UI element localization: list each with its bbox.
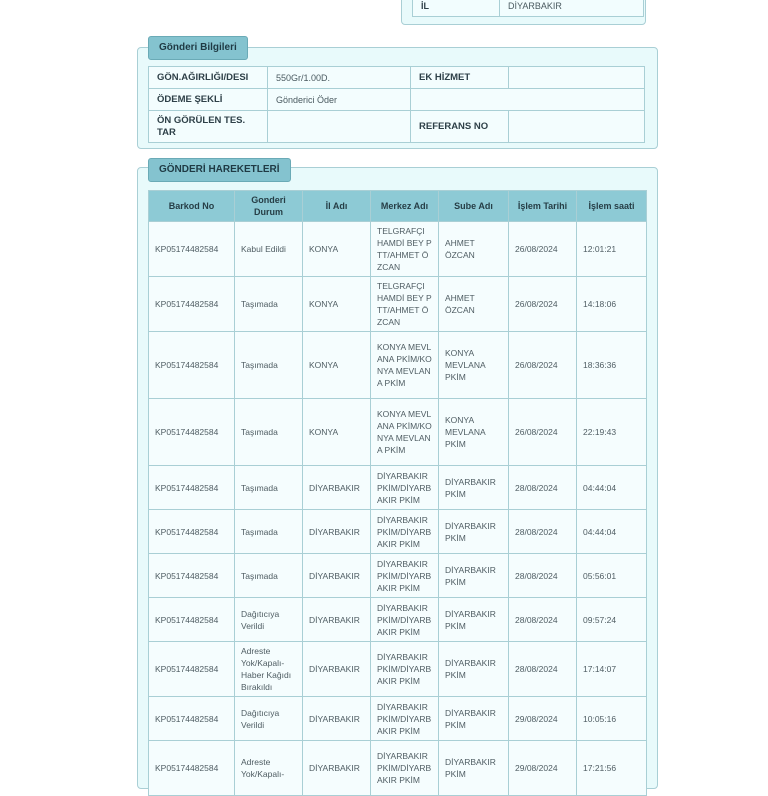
- header-branch: Sube Adı: [439, 191, 509, 222]
- reference-label: REFERANS NO: [411, 111, 509, 143]
- weight-row: [149, 67, 645, 89]
- extra-service-value: [509, 67, 645, 89]
- expected-date-label: ÖN GÖRÜLEN TES. TAR: [149, 111, 268, 143]
- header-date: İşlem Tarihi: [509, 191, 577, 222]
- cell-center: TELGRAFÇI HAMDİ BEY PTT/AHMET ÖZCAN: [371, 277, 439, 332]
- cell-time: 14:18:06: [577, 277, 647, 332]
- cell-date: 29/08/2024: [509, 741, 577, 796]
- table-row: [149, 466, 647, 510]
- extra-service-label: EK HİZMET: [411, 67, 509, 89]
- expected-date-row: [149, 111, 645, 143]
- cell-barcode: KP05174482584: [149, 399, 235, 466]
- cell-center: DİYARBAKIR PKİM/DİYARBAKIR PKİM: [371, 466, 439, 510]
- cell-branch: DİYARBAKIR PKİM: [439, 510, 509, 554]
- cell-barcode: KP05174482584: [149, 332, 235, 399]
- cell-branch: DİYARBAKIR PKİM: [439, 466, 509, 510]
- table-row: [149, 642, 647, 697]
- cell-status: Taşımada: [235, 332, 303, 399]
- cell-date: 26/08/2024: [509, 399, 577, 466]
- cell-center: DİYARBAKIR PKİM/DİYARBAKIR PKİM: [371, 598, 439, 642]
- shipment-info-table: [148, 66, 645, 143]
- cell-branch: KONYA MEVLANA PKİM: [439, 332, 509, 399]
- cell-date: 28/08/2024: [509, 554, 577, 598]
- recipient-table: [412, 0, 644, 17]
- cell-center: KONYA MEVLANA PKİM/KONYA MEVLANA PKİM: [371, 332, 439, 399]
- cell-center: DİYARBAKIR PKİM/DİYARBAKIR PKİM: [371, 554, 439, 598]
- cell-branch: DİYARBAKIR PKİM: [439, 741, 509, 796]
- cell-status: Taşımada: [235, 554, 303, 598]
- city-label: İL: [413, 0, 500, 17]
- cell-city: KONYA: [303, 222, 371, 277]
- header-status: Gonderi Durum: [235, 191, 303, 222]
- cell-city: DİYARBAKIR: [303, 510, 371, 554]
- city-value: DİYARBAKIR: [500, 0, 644, 17]
- cell-branch: KONYA MEVLANA PKİM: [439, 399, 509, 466]
- recipient-panel: [401, 0, 646, 25]
- cell-barcode: KP05174482584: [149, 222, 235, 277]
- shipment-movements-panel: [137, 164, 658, 789]
- table-row: [149, 222, 647, 277]
- movements-header-row: [149, 191, 647, 222]
- cell-center: DİYARBAKIR PKİM/DİYARBAKIR PKİM: [371, 741, 439, 796]
- shipment-movements-title: GÖNDERİ HAREKETLERİ: [148, 158, 291, 182]
- cell-city: DİYARBAKIR: [303, 642, 371, 697]
- cell-time: 22:19:43: [577, 399, 647, 466]
- cell-date: 26/08/2024: [509, 332, 577, 399]
- cell-barcode: KP05174482584: [149, 510, 235, 554]
- cell-status: Dağıtıcıya Verildi: [235, 697, 303, 741]
- cell-city: KONYA: [303, 399, 371, 466]
- cell-time: 04:44:04: [577, 466, 647, 510]
- cell-city: DİYARBAKIR: [303, 741, 371, 796]
- table-row: [149, 332, 647, 399]
- cell-barcode: KP05174482584: [149, 598, 235, 642]
- cell-city: DİYARBAKIR: [303, 697, 371, 741]
- cell-time: 12:01:21: [577, 222, 647, 277]
- header-barcode: Barkod No: [149, 191, 235, 222]
- cell-status: Dağıtıcıya Verildi: [235, 598, 303, 642]
- cell-date: 28/08/2024: [509, 642, 577, 697]
- movements-table: [148, 190, 647, 796]
- cell-time: 04:44:04: [577, 510, 647, 554]
- table-row: [149, 399, 647, 466]
- cell-branch: DİYARBAKIR PKİM: [439, 598, 509, 642]
- shipment-info-title: Gönderi Bilgileri: [148, 36, 248, 60]
- cell-date: 28/08/2024: [509, 598, 577, 642]
- cell-barcode: KP05174482584: [149, 697, 235, 741]
- cell-date: 29/08/2024: [509, 697, 577, 741]
- cell-center: DİYARBAKIR PKİM/DİYARBAKIR PKİM: [371, 642, 439, 697]
- shipment-info-panel: [137, 42, 658, 149]
- weight-value: 550Gr/1.00D.: [268, 67, 411, 89]
- cell-status: Adreste Yok/Kapalı-Haber Kağıdı Bırakıldı: [235, 642, 303, 697]
- cell-barcode: KP05174482584: [149, 466, 235, 510]
- table-row: [149, 598, 647, 642]
- header-time: İşlem saati: [577, 191, 647, 222]
- cell-branch: DİYARBAKIR PKİM: [439, 642, 509, 697]
- cell-status: Taşımada: [235, 510, 303, 554]
- cell-branch: DİYARBAKIR PKİM: [439, 697, 509, 741]
- cell-center: KONYA MEVLANA PKİM/KONYA MEVLANA PKİM: [371, 399, 439, 466]
- cell-date: 26/08/2024: [509, 277, 577, 332]
- payment-value: Gönderici Öder: [268, 89, 411, 111]
- cell-status: Taşımada: [235, 399, 303, 466]
- table-row: [149, 277, 647, 332]
- cell-city: KONYA: [303, 277, 371, 332]
- header-city: İl Adı: [303, 191, 371, 222]
- cell-date: 28/08/2024: [509, 510, 577, 554]
- cell-city: DİYARBAKIR: [303, 466, 371, 510]
- table-row: [149, 741, 647, 796]
- cell-city: DİYARBAKIR: [303, 554, 371, 598]
- cell-city: KONYA: [303, 332, 371, 399]
- cell-center: DİYARBAKIR PKİM/DİYARBAKIR PKİM: [371, 510, 439, 554]
- cell-city: DİYARBAKIR: [303, 598, 371, 642]
- cell-date: 26/08/2024: [509, 222, 577, 277]
- cell-barcode: KP05174482584: [149, 642, 235, 697]
- payment-label: ÖDEME ŞEKLİ: [149, 89, 268, 111]
- weight-label: GÖN.AĞIRLIĞI/DESI: [149, 67, 268, 89]
- cell-status: Taşımada: [235, 466, 303, 510]
- cell-time: 09:57:24: [577, 598, 647, 642]
- cell-time: 18:36:36: [577, 332, 647, 399]
- cell-barcode: KP05174482584: [149, 741, 235, 796]
- cell-status: Kabul Edildi: [235, 222, 303, 277]
- table-row: [149, 554, 647, 598]
- table-row: [149, 510, 647, 554]
- payment-row: [149, 89, 645, 111]
- header-center: Merkez Adı: [371, 191, 439, 222]
- cell-status: Adreste Yok/Kapalı-: [235, 741, 303, 796]
- cell-center: TELGRAFÇI HAMDİ BEY PTT/AHMET ÖZCAN: [371, 222, 439, 277]
- cell-time: 10:05:16: [577, 697, 647, 741]
- cell-barcode: KP05174482584: [149, 277, 235, 332]
- cell-date: 28/08/2024: [509, 466, 577, 510]
- table-row: [149, 697, 647, 741]
- cell-branch: DİYARBAKIR PKİM: [439, 554, 509, 598]
- reference-value: [509, 111, 645, 143]
- payment-empty-cell: [411, 89, 645, 111]
- recipient-city-row: [413, 0, 644, 17]
- cell-center: DİYARBAKIR PKİM/DİYARBAKIR PKİM: [371, 697, 439, 741]
- cell-status: Taşımada: [235, 277, 303, 332]
- cell-branch: AHMET ÖZCAN: [439, 277, 509, 332]
- cell-time: 17:21:56: [577, 741, 647, 796]
- cell-time: 05:56:01: [577, 554, 647, 598]
- cell-branch: AHMET ÖZCAN: [439, 222, 509, 277]
- cell-barcode: KP05174482584: [149, 554, 235, 598]
- cell-time: 17:14:07: [577, 642, 647, 697]
- expected-date-value: [268, 111, 411, 143]
